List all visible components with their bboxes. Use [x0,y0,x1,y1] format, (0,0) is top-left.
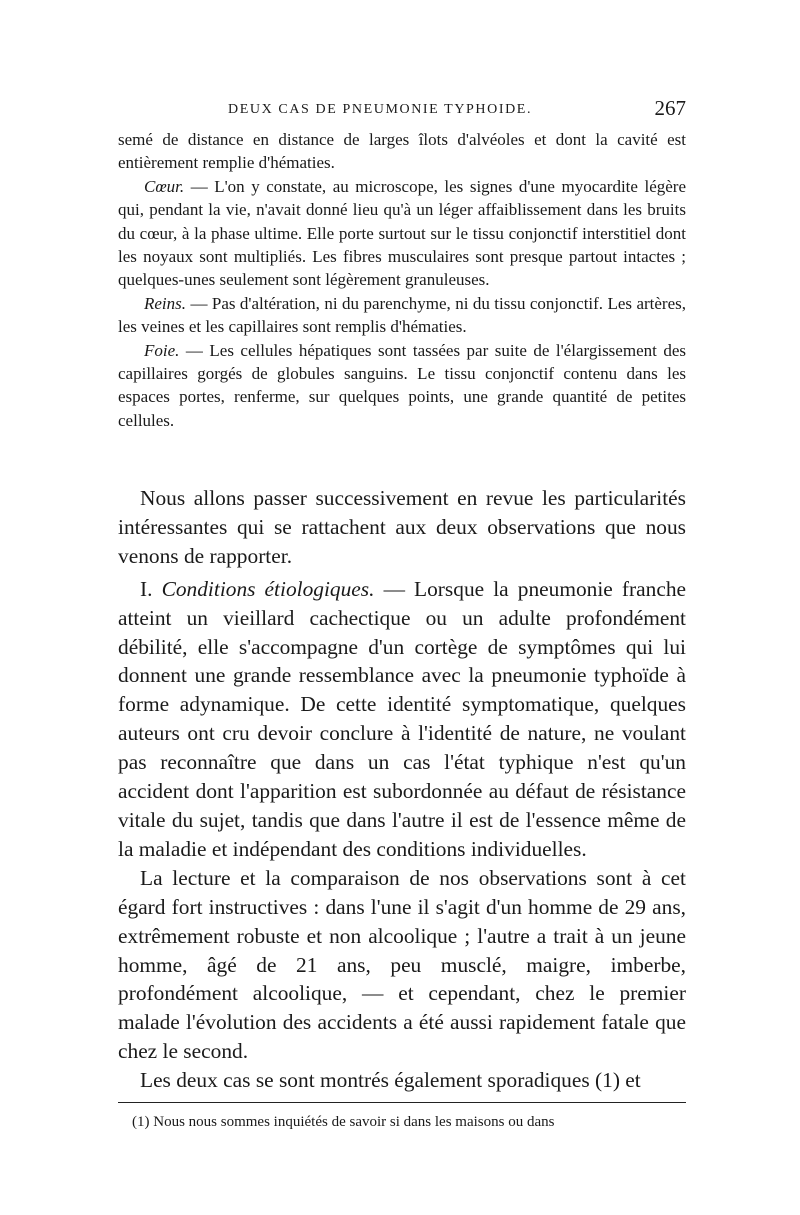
section-label: Foie. [144,340,180,360]
running-title: DEUX CAS DE PNEUMONIE TYPHOIDE. [228,102,533,117]
autopsy-notes [118,128,686,432]
paragraph: Cœur. — L'on y constate, au microscope, les signes d'une myocardite légère qui, pendant la vie, n'avait donné lieu qu'à un léger affaiblissement dans les bruits du cœur, à la phase ultime. Elle porte surtout sur le tissu conjonctif interstitiel dont les noyaux sont multipliés. Les fibres musculaires sont presque partout intactes ; quelques-unes seulement sont légèrement granuleuses. [118,176,686,290]
main-text [118,484,686,1095]
paragraph: La lecture et la comparaison de nos observations sont à cet égard fort instructives : dans l'une il s'agit d'un homme de 29 ans, extrêmement robuste et non alcoolique ; l'autre a trait à un jeune homme, âgé de 21 ans, peu musclé, maigre, imberbe, profondément alcoolique, — et cependant, chez le premier malade l'évolution des accidents a été aussi rapidement fatale que chez le second. [118,865,686,1064]
paragraph: Reins. — Pas d'altération, ni du parenchyme, ni du tissu conjonctif. Les artères, les veines et les capillaires sont remplis d'hématies. [118,293,686,337]
paragraph: Foie. — Les cellules hépatiques sont tassées par suite de l'élargissement des capillaires gorgés de globules sanguins. Le tissu conjonctif contenu dans les espaces portes, renferme, sur quelques points, une grande quantité de petites cellules. [118,340,686,430]
footnote-rule [118,1102,686,1103]
section-heading: Conditions étiologiques. [161,576,375,601]
footnote: (1) Nous nous sommes inquiétés de savoir si dans les maisons ou dans [132,1114,555,1130]
paragraph: Les deux cas se sont montrés également sporadiques (1) et [140,1068,641,1093]
paragraph: Nous allons passer successivement en revue les particularités intéressantes qui se rattachent aux deux observations que nous venons de rapporter. [118,486,686,568]
page-number: 267 [654,96,686,120]
paragraph: I. Conditions étiologiques. — Lorsque la pneumonie franche atteint un vieillard cachectique ou un adulte profondément débilité, elle s'accompagne d'un cortège de symptômes qui lui donnent une grande ressemblance avec la pneumonie typhoïde à forme adynamique. De cette identité symptomatique, quelques auteurs ont cru devoir conclure à l'identité de nature, ne voulant pas reconnaître que dans un cas l'état typhique n'est qu'un accident dont l'apparition est subordonnée au défaut de résistance vitale du sujet, tandis que dans l'autre il est de l'essence même de la maladie et indépendant des conditions individuelles. [118,576,687,861]
section-number: I. [140,576,153,601]
section-label: Reins. [144,293,187,313]
section-label: Cœur. [144,176,185,196]
page-header [118,96,686,126]
paragraph: semé de distance en distance de larges îlots d'alvéoles et dont la cavité est entièrement remplie d'hématies. [118,130,686,173]
book-page [118,0,686,1215]
